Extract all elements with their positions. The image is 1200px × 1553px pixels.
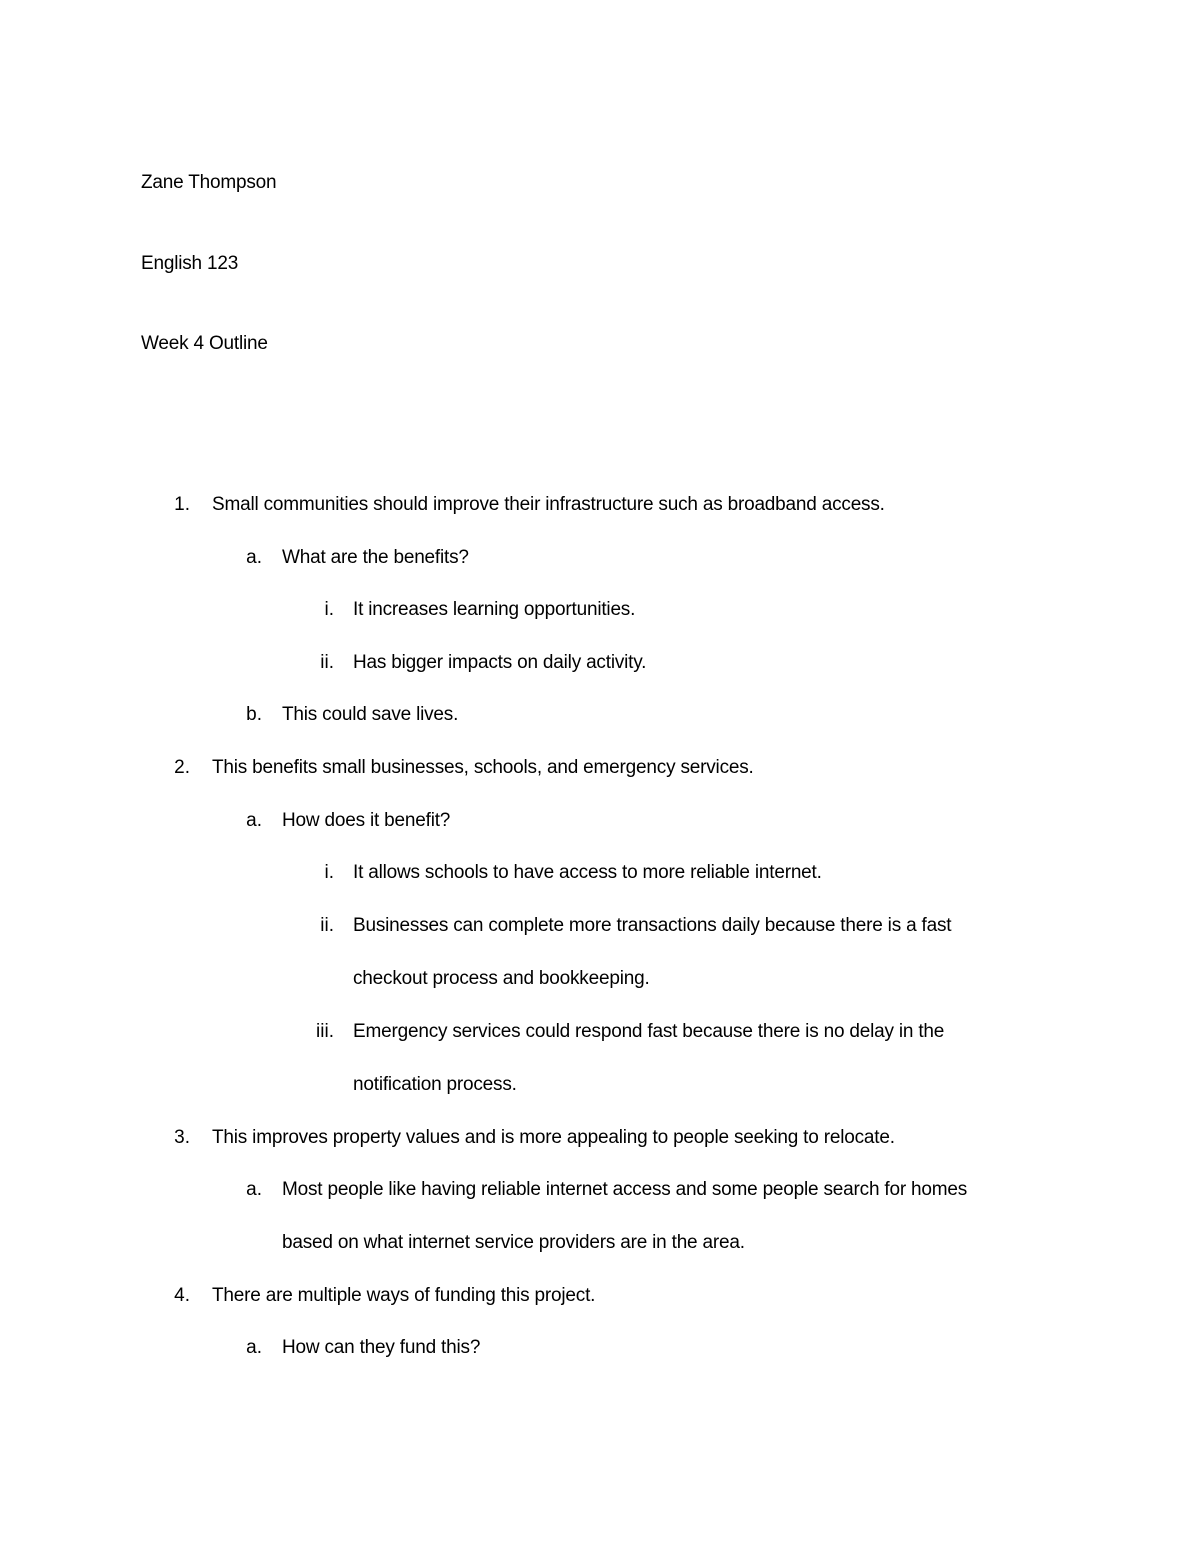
outline-item-2a: How does it benefit? (282, 810, 451, 831)
outline-marker-1aii: ii. (320, 652, 334, 673)
outline-item-1b: This could save lives. (282, 704, 459, 725)
outline-item-2ai: It allows schools to have access to more reliable internet. (353, 862, 822, 883)
outline-item-1aii: Has bigger impacts on daily activity. (353, 652, 647, 673)
outline-item-3a-line1: Most people like having reliable internet access and some people search for homes (282, 1179, 968, 1200)
outline-marker-1ai: i. (324, 599, 334, 620)
outline-item-2aiii-line1: Emergency services could respond fast because there is no delay in the (353, 1021, 945, 1042)
outline-marker-1a: a. (246, 547, 262, 568)
outline-marker-2a: a. (246, 810, 262, 831)
course-name: English 123 (141, 253, 239, 274)
outline-item-4: There are multiple ways of funding this project. (212, 1285, 596, 1306)
outline-item-1a: What are the benefits? (282, 547, 469, 568)
document-title: Week 4 Outline (141, 333, 268, 354)
outline-item-4a: How can they fund this? (282, 1337, 481, 1358)
outline-marker-3: 3. (174, 1127, 190, 1148)
author-name: Zane Thompson (141, 172, 277, 193)
outline-item-1: Small communities should improve their infrastructure such as broadband access. (212, 494, 885, 515)
outline-item-2aii-line1: Businesses can complete more transactions daily because there is a fast (353, 915, 952, 936)
outline-item-1ai: It increases learning opportunities. (353, 599, 636, 620)
outline-marker-2ai: i. (324, 862, 334, 883)
outline-item-2: This benefits small businesses, schools, and emergency services. (212, 757, 754, 778)
outline-marker-4a: a. (246, 1337, 262, 1358)
outline-marker-4: 4. (174, 1285, 190, 1306)
outline-item-2aii-line2: checkout process and bookkeeping. (353, 968, 650, 989)
outline-marker-1b: b. (246, 704, 262, 725)
outline-marker-2aii: ii. (320, 915, 334, 936)
outline-marker-2: 2. (174, 757, 190, 778)
outline-item-2aiii-line2: notification process. (353, 1074, 517, 1095)
outline-marker-1: 1. (174, 494, 190, 515)
outline-marker-2aiii: iii. (316, 1021, 334, 1042)
outline-item-3: This improves property values and is more appealing to people seeking to relocate. (212, 1127, 895, 1148)
outline-item-3a-line2: based on what internet service providers are in the area. (282, 1232, 745, 1253)
outline-marker-3a: a. (246, 1179, 262, 1200)
